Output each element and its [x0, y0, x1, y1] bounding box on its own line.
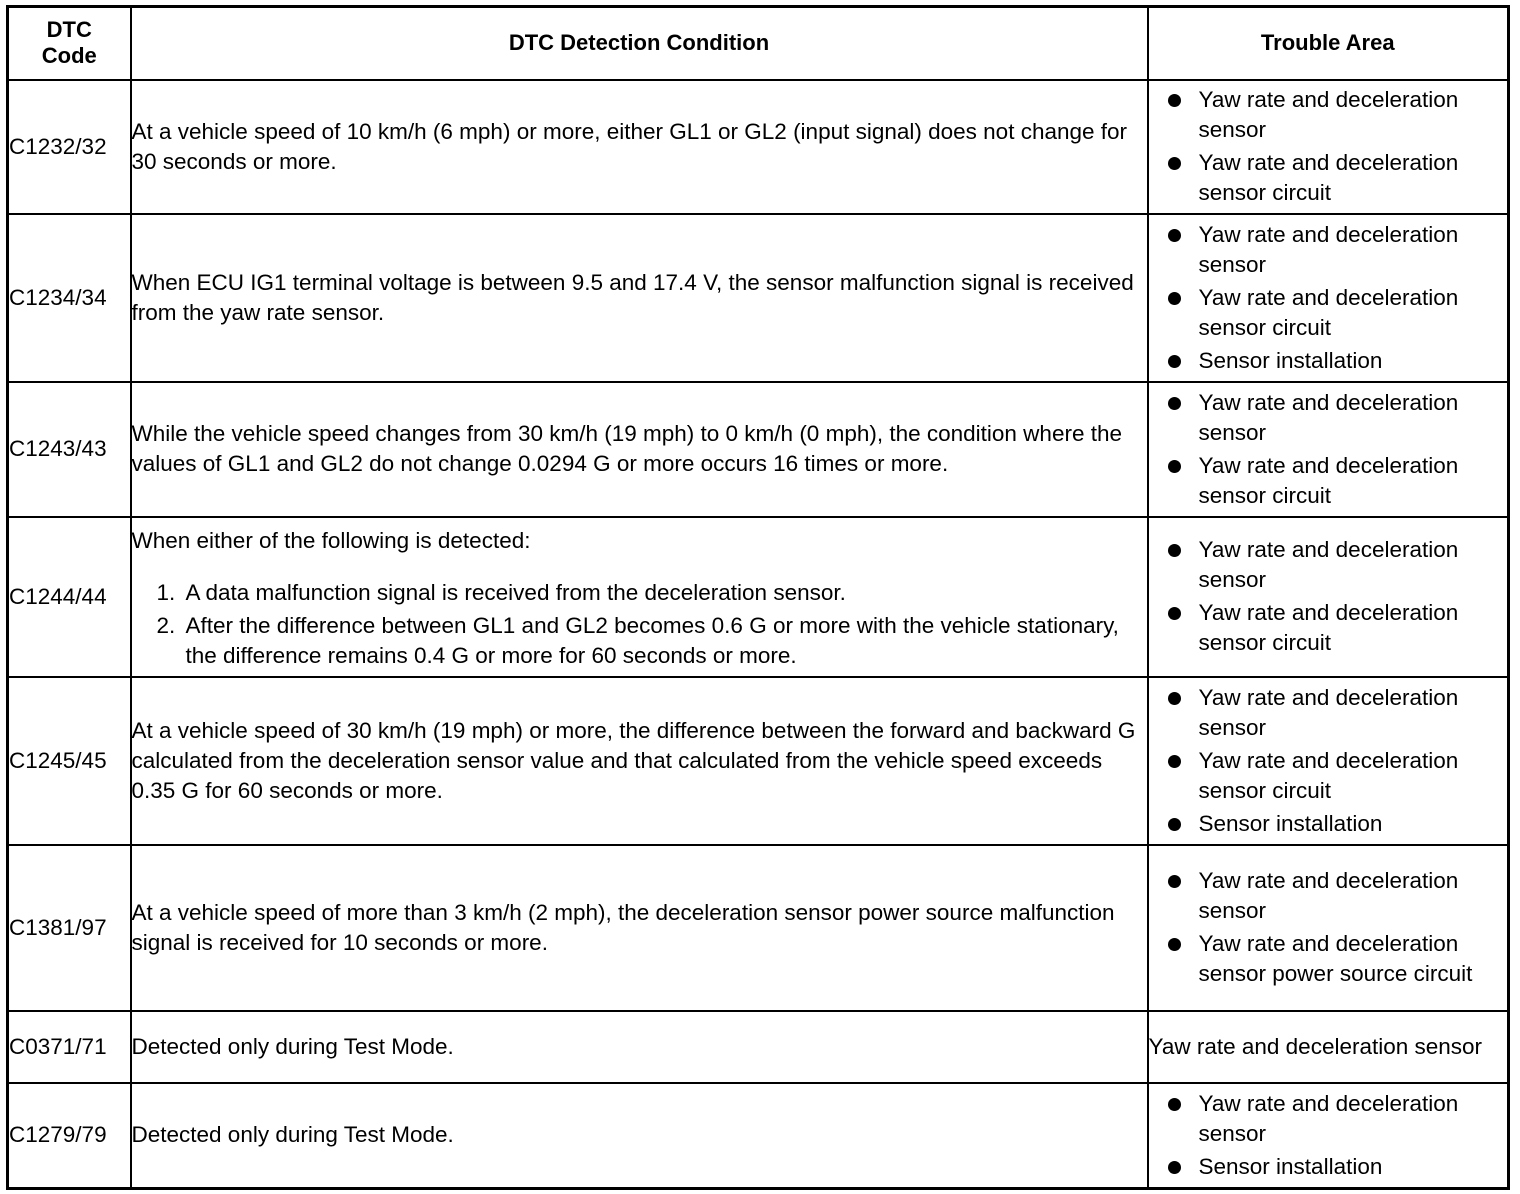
trouble-area-item: Sensor installation — [1149, 346, 1508, 376]
detection-condition-intro: When either of the following is detected: — [131, 527, 531, 553]
dtc-code: C1232/32 — [8, 80, 131, 214]
trouble-area — [1148, 677, 1509, 845]
bullet-icon — [1168, 875, 1181, 888]
bullet-icon — [1168, 607, 1181, 620]
detection-condition: At a vehicle speed of 30 km/h (19 mph) or more, the difference between the forward and backward G calculated from the deceleration sensor value and that calculated from the vehicle speed exceeds 0.35 G for 60 seconds or more. — [131, 677, 1148, 845]
bullet-icon — [1168, 355, 1181, 368]
trouble-area: Yaw rate and deceleration sensor — [1148, 1011, 1509, 1083]
trouble-area-list — [1149, 220, 1508, 376]
trouble-area — [1148, 80, 1509, 214]
table-row — [8, 382, 1509, 517]
trouble-area-item: Yaw rate and deceleration sensor — [1149, 388, 1508, 448]
trouble-area-list — [1149, 535, 1508, 658]
table-body — [8, 80, 1509, 1189]
dtc-code: C1244/44 — [8, 517, 131, 677]
trouble-area-item: Yaw rate and deceleration sensor circuit — [1149, 148, 1508, 208]
trouble-area-item: Sensor installation — [1149, 809, 1508, 839]
header-dtc-code-line2: Code — [41, 43, 97, 69]
bullet-icon — [1168, 544, 1181, 557]
header-row — [8, 7, 1509, 80]
trouble-area-list — [1149, 388, 1508, 511]
table-row — [8, 80, 1509, 214]
trouble-area-list — [1149, 1089, 1508, 1182]
dtc-code: C1243/43 — [8, 382, 131, 517]
dtc-code: C1381/97 — [8, 845, 131, 1011]
trouble-area-list — [1149, 85, 1508, 208]
trouble-area-item: Yaw rate and deceleration sensor — [1149, 683, 1508, 743]
detection-condition: At a vehicle speed of more than 3 km/h (2 mph), the deceleration sensor power source malfunction signal is received for 10 seconds or more. — [131, 845, 1148, 1011]
header-dtc-code-line1: DTC — [46, 17, 92, 43]
bullet-icon — [1168, 397, 1181, 410]
bullet-icon — [1168, 692, 1181, 705]
bullet-icon — [1168, 292, 1181, 305]
trouble-area — [1148, 214, 1509, 382]
dtc-code: C1234/34 — [8, 214, 131, 382]
trouble-area-item: Yaw rate and deceleration sensor — [1149, 535, 1508, 595]
trouble-area-item: Yaw rate and deceleration sensor — [1149, 1089, 1508, 1149]
trouble-area-item: Sensor installation — [1149, 1152, 1508, 1182]
bullet-icon — [1168, 460, 1181, 473]
detection-condition: Detected only during Test Mode. — [131, 1011, 1148, 1083]
table-row — [8, 517, 1509, 677]
detection-condition: When ECU IG1 terminal voltage is between 9.5 and 17.4 V, the sensor malfunction signal is received from the yaw rate sensor. — [131, 214, 1148, 382]
bullet-icon — [1168, 94, 1181, 107]
trouble-area-item: Yaw rate and deceleration sensor — [1149, 85, 1508, 145]
trouble-area — [1148, 1083, 1509, 1189]
table-row — [8, 845, 1509, 1011]
condition-list — [132, 578, 1147, 671]
bullet-icon — [1168, 755, 1181, 768]
trouble-area — [1148, 382, 1509, 517]
dtc-code: C0371/71 — [8, 1011, 131, 1083]
header-dtc-code — [8, 7, 131, 80]
trouble-area — [1148, 517, 1509, 677]
bullet-icon — [1168, 818, 1181, 831]
trouble-area-item: Yaw rate and deceleration sensor circuit — [1149, 746, 1508, 806]
table-row — [8, 677, 1509, 845]
detection-condition: While the vehicle speed changes from 30 km/h (19 mph) to 0 km/h (0 mph), the condition where the values of GL1 and GL2 do not change 0.0294 G or more occurs 16 times or more. — [131, 382, 1148, 517]
trouble-area-item: Yaw rate and deceleration sensor circuit — [1149, 451, 1508, 511]
bullet-icon — [1168, 938, 1181, 951]
detection-condition — [131, 517, 1148, 677]
detection-condition: At a vehicle speed of 10 km/h (6 mph) or more, either GL1 or GL2 (input signal) does not change for 30 seconds or more. — [131, 80, 1148, 214]
bullet-icon — [1168, 157, 1181, 170]
trouble-area-list — [1149, 866, 1508, 989]
bullet-icon — [1168, 1161, 1181, 1174]
trouble-area-item: Yaw rate and deceleration sensor — [1149, 866, 1508, 926]
trouble-area-item: Yaw rate and deceleration sensor circuit — [1149, 598, 1508, 658]
bullet-icon — [1168, 229, 1181, 242]
detection-condition: Detected only during Test Mode. — [131, 1083, 1148, 1189]
condition-item: 2. After the difference between GL1 and GL2 becomes 0.6 G or more with the vehicle stationary, the difference remains 0.4 G or more for 60 seconds or more. — [182, 611, 1147, 671]
table-row — [8, 214, 1509, 382]
dtc-code: C1279/79 — [8, 1083, 131, 1189]
trouble-area-list — [1149, 683, 1508, 839]
trouble-area-item: Yaw rate and deceleration sensor — [1149, 220, 1508, 280]
header-detection-condition: DTC Detection Condition — [131, 7, 1148, 80]
trouble-area-item: Yaw rate and deceleration sensor power source circuit — [1149, 929, 1508, 989]
trouble-area-item: Yaw rate and deceleration sensor circuit — [1149, 283, 1508, 343]
dtc-table — [6, 5, 1510, 1190]
table-row — [8, 1011, 1509, 1083]
table-row — [8, 1083, 1509, 1189]
bullet-icon — [1168, 1098, 1181, 1111]
trouble-area — [1148, 845, 1509, 1011]
dtc-code: C1245/45 — [8, 677, 131, 845]
header-trouble-area: Trouble Area — [1148, 7, 1509, 80]
condition-item: 1. A data malfunction signal is received from the deceleration sensor. — [182, 578, 1147, 608]
